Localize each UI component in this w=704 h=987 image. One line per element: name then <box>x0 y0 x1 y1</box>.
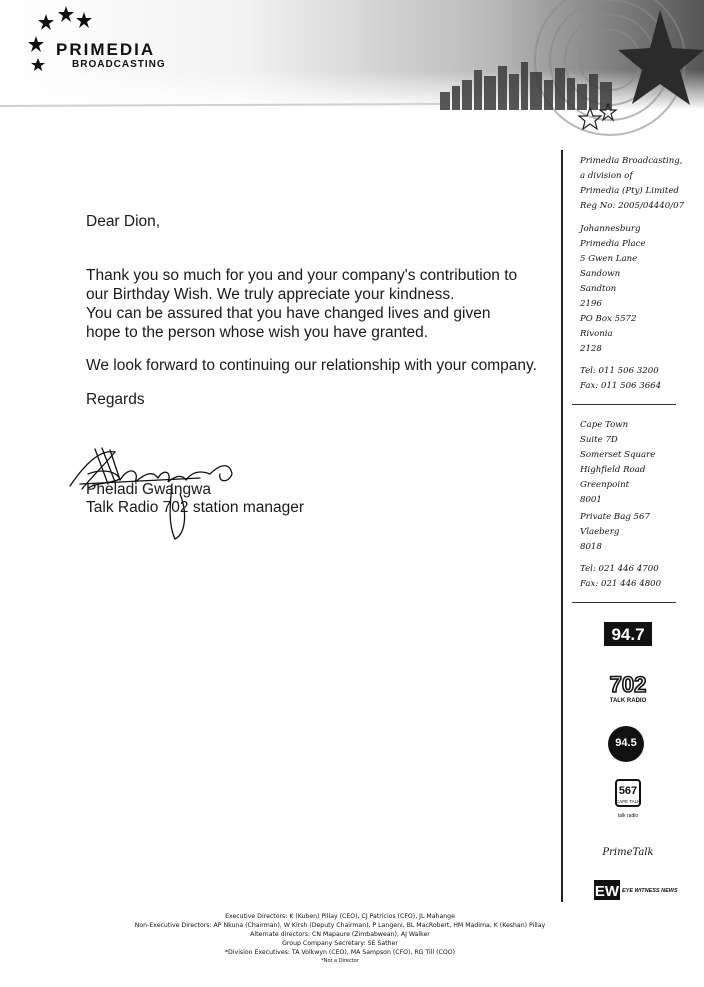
sidebar-line: 2128 <box>580 344 602 354</box>
sidebar-line: 8018 <box>580 542 602 552</box>
sidebar-line: Sandton <box>580 284 617 294</box>
sidebar-line: Cape Town <box>580 420 629 430</box>
sidebar-line: Fax: 021 446 4800 <box>580 579 662 589</box>
logo-702 <box>604 672 652 704</box>
body-line: Thank you so much for you and your company's contribution to <box>86 267 518 284</box>
johannesburg-po-box <box>580 312 637 357</box>
signatory-title: Talk Radio 702 station manager <box>86 499 304 516</box>
sidebar-separator <box>572 602 676 603</box>
logo-567-sub: talk radio <box>617 813 639 819</box>
footer-line: Non-Executive Directors: AP Nkuna (Chairman), W Kirsh (Deputy Chairman), P Langeni, BL MacRobert, HM Madima, K (Keshan) Pillay <box>134 922 546 929</box>
footer-line: *Not a Director <box>321 958 359 964</box>
sidebar-line: Johannesburg <box>580 224 641 234</box>
logo-702-text: 702 <box>609 672 647 697</box>
sidebar-line: 2196 <box>580 299 602 309</box>
sidebar-line: a division of <box>580 171 633 181</box>
logo-ew-text: EW <box>594 883 620 900</box>
sidebar-line: 5 Gwen Lane <box>580 254 638 264</box>
body-paragraph-1 <box>86 266 517 342</box>
sidebar-line: Private Bag 567 <box>580 512 650 522</box>
johannesburg-address <box>580 222 646 312</box>
sidebar-divider <box>561 150 563 902</box>
company-name: PRIMEDIA <box>56 40 156 59</box>
letterhead-banner <box>0 0 704 135</box>
body-line: hope to the person whose wish you have granted. <box>86 324 429 341</box>
sidebar-line: Vlaeberg <box>580 527 620 537</box>
logo-567 <box>610 778 646 820</box>
logo-702-sub: TALK RADIO <box>609 698 647 704</box>
logo-567-text: 567 <box>618 785 638 797</box>
sidebar-line: Primedia Broadcasting, <box>580 156 683 166</box>
directors-footer <box>60 912 620 966</box>
capetown-po-box <box>580 510 650 555</box>
sidebar-line: PO Box 5572 <box>580 314 637 324</box>
closing: Regards <box>86 391 145 408</box>
logo-947-text: 94.7 <box>611 625 645 644</box>
footer-line: *Division Executives: TA Volkwyn (CEO), MA Sampson (CFO), RG Till (COO) <box>224 949 456 956</box>
logo-947 <box>604 622 652 648</box>
company-registration-block <box>580 154 684 214</box>
salutation: Dear Dion, <box>86 213 161 230</box>
footer-line: Executive Directors: K (Kuben) Pillay (CEO), CJ Patricios (CFO), JL Mahange <box>225 913 455 920</box>
sidebar-line: Reg No: 2005/04440/07 <box>580 201 685 211</box>
johannesburg-contact <box>580 364 661 394</box>
sidebar-line: Highfield Road <box>580 465 646 475</box>
sidebar-line: Somerset Square <box>580 450 656 460</box>
footer-line: Group Company Secretary: SE Sather <box>282 940 398 947</box>
sidebar-line: Tel: 021 446 4700 <box>580 564 659 574</box>
sidebar-separator <box>572 404 676 405</box>
sidebar-line: Primedia Place <box>580 239 646 249</box>
body-line: our Birthday Wish. We truly appreciate your kindness. <box>86 286 455 303</box>
logo-945 <box>606 724 646 764</box>
footer-line: Alternate directors: CN Mapaure (Zimbabwean), AJ Walker <box>250 931 430 938</box>
signatory-name: Pheladi Gwangwa <box>86 481 211 498</box>
logo-ew-sub: EYE WITNESS NEWS <box>622 888 678 894</box>
sidebar-line: Sandown <box>580 269 621 279</box>
sidebar-line: Primedia (Pty) Limited <box>580 186 679 196</box>
sidebar-line: Rivonia <box>580 329 613 339</box>
sidebar-line: Greenpoint <box>580 480 630 490</box>
sidebar-line: Tel: 011 506 3200 <box>580 366 659 376</box>
logo-567-top: CAPE TALK <box>615 799 641 804</box>
logo-eyewitness-news <box>594 878 678 902</box>
capetown-contact <box>580 562 661 592</box>
sidebar-line: Suite 7D <box>580 435 618 445</box>
logo-primetalk <box>598 840 658 862</box>
logo-primetalk-text: PrimeTalk <box>602 847 654 858</box>
sidebar-line: Fax: 011 506 3664 <box>580 381 662 391</box>
sidebar-line: 8001 <box>580 495 602 505</box>
logo-945-text: 94.5 <box>615 737 637 749</box>
capetown-address <box>580 418 655 508</box>
company-division: BROADCASTING <box>72 59 166 70</box>
body-line: You can be assured that you have changed lives and given <box>86 305 491 322</box>
body-paragraph-2: We look forward to continuing our relationship with your company. <box>86 357 537 374</box>
